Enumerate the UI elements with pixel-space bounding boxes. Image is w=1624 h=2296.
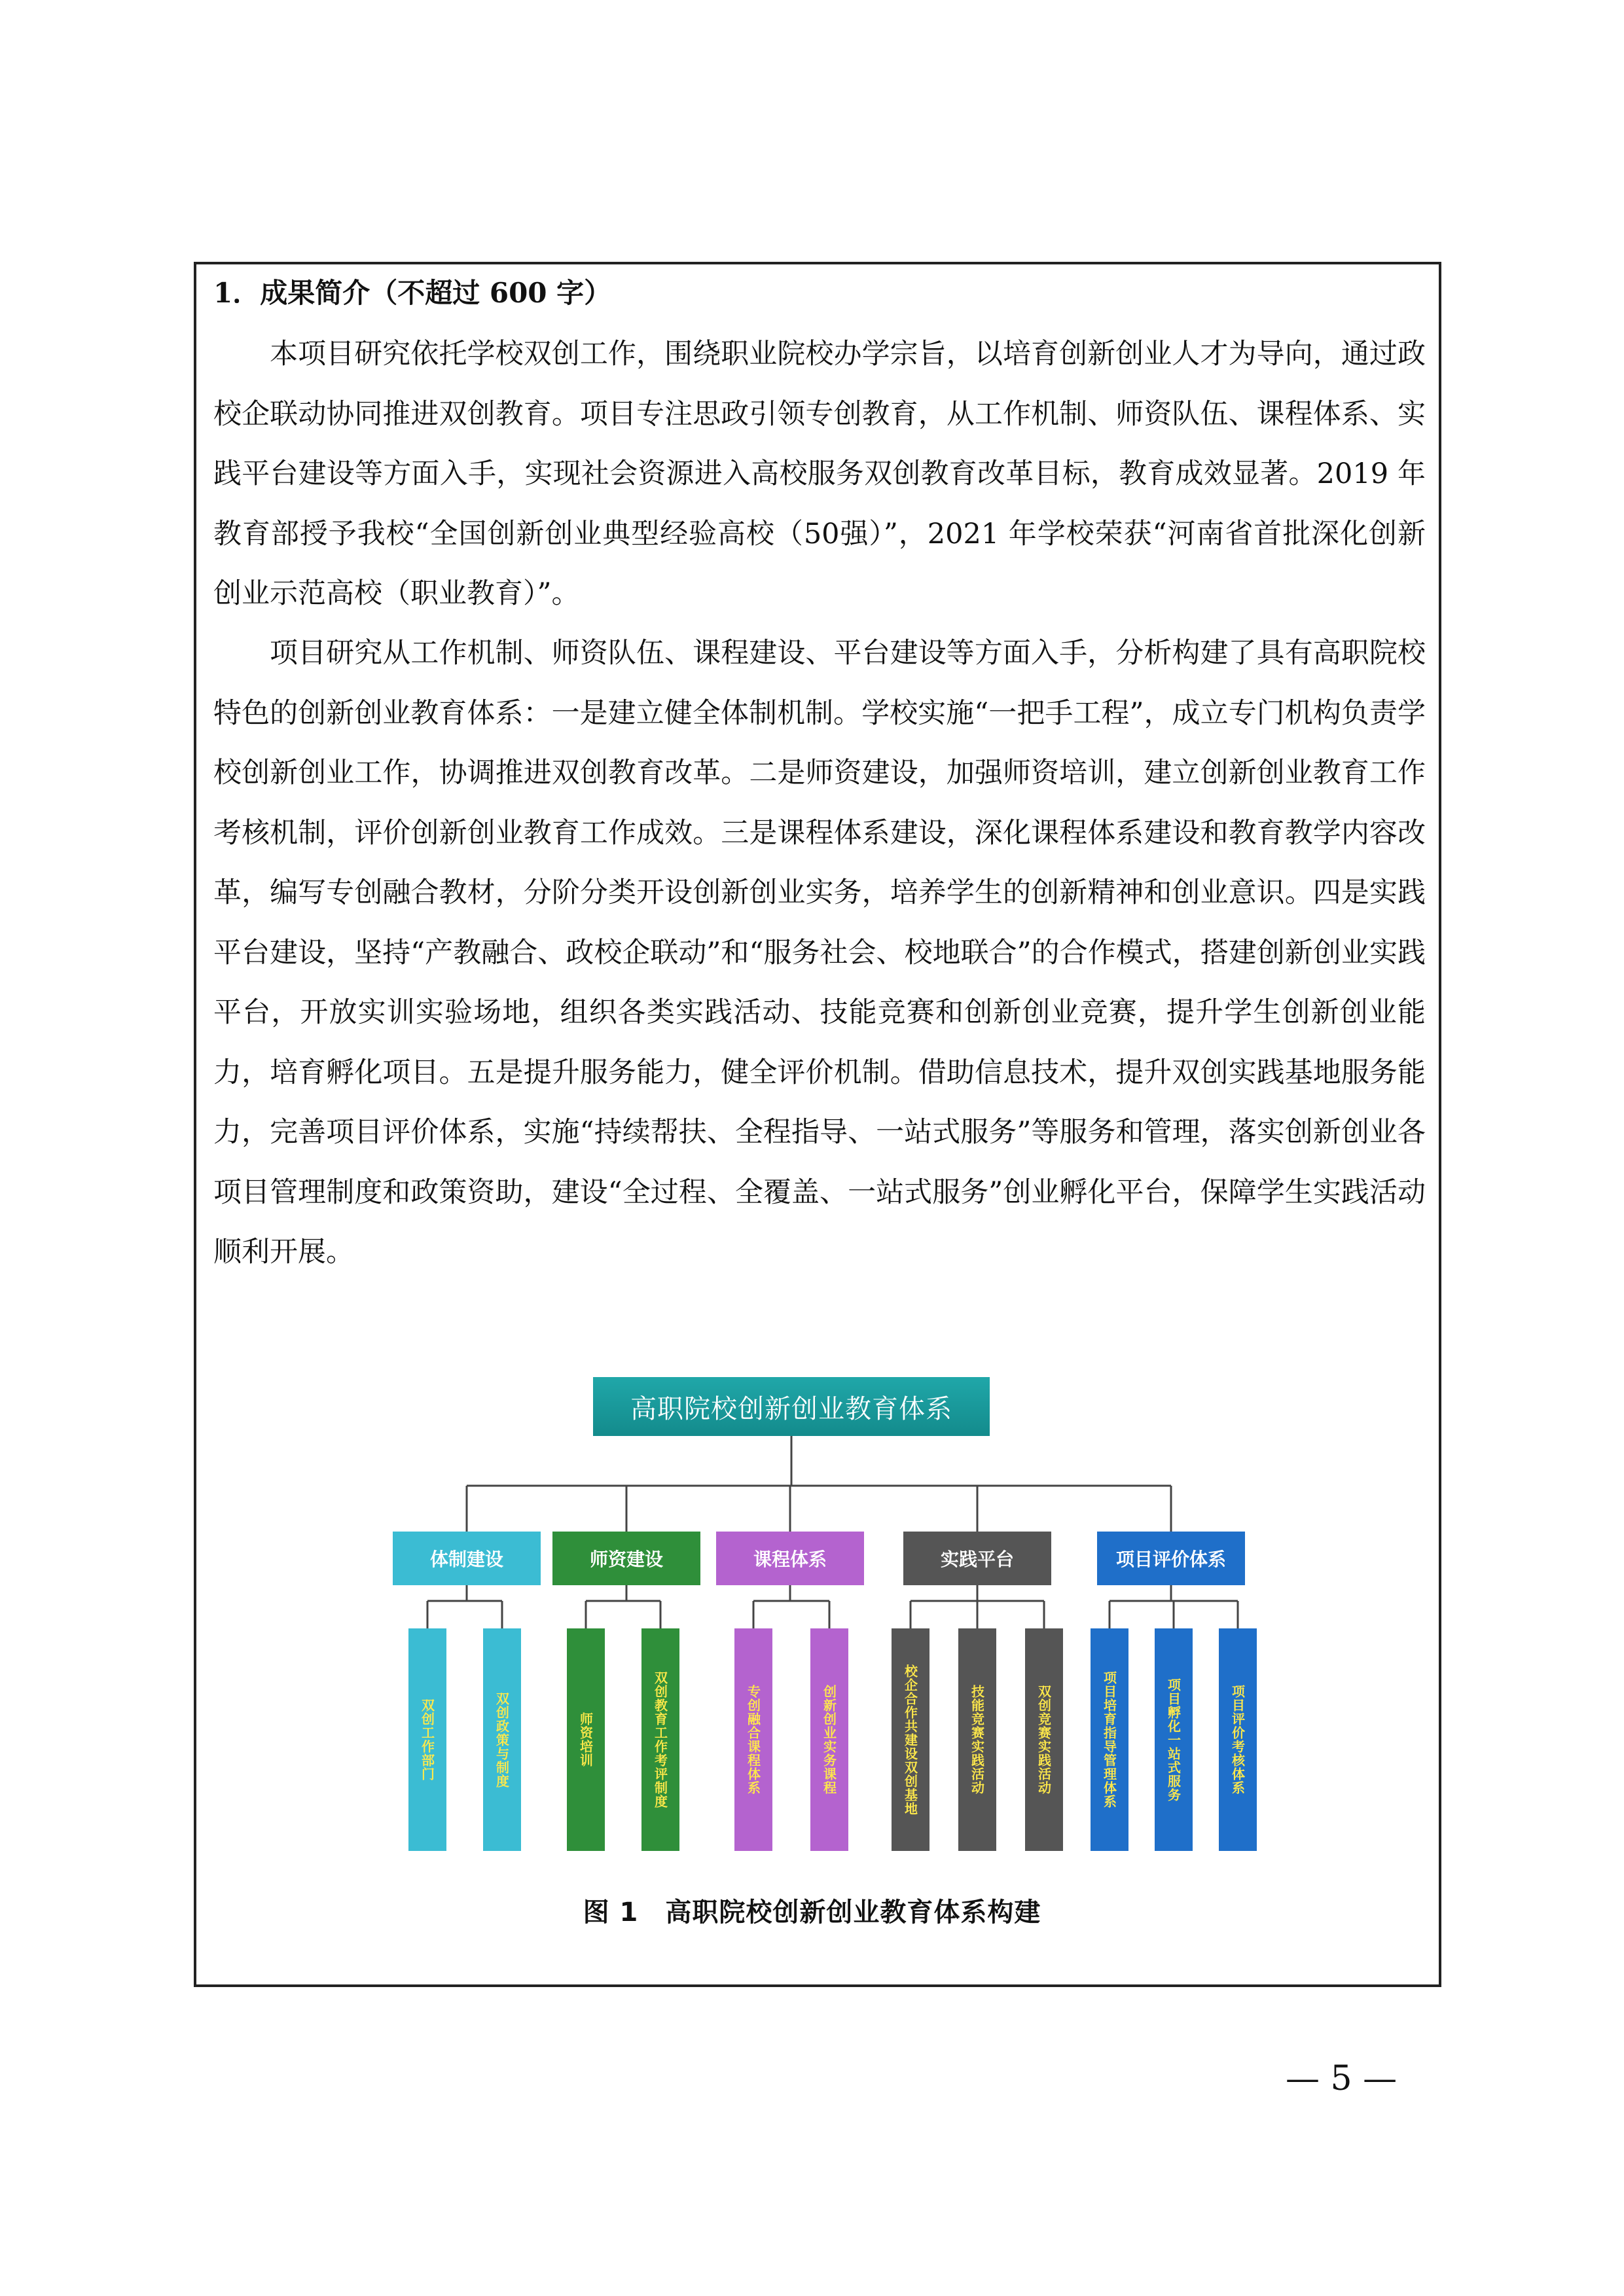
category-curriculum: 课程体系 bbox=[716, 1532, 864, 1585]
leaf-node: 项目孵化一站式服务 bbox=[1155, 1628, 1193, 1851]
leaf-node: 技能竞赛实践活动 bbox=[958, 1628, 996, 1851]
org-chart-figure bbox=[380, 1361, 1270, 1872]
leaf-node: 创新创业实务课程 bbox=[810, 1628, 848, 1851]
leaf-node: 双创教育工作考评制度 bbox=[641, 1628, 679, 1851]
category-practice-platform: 实践平台 bbox=[903, 1532, 1051, 1585]
chart-root: 高职院校创新创业教育体系 bbox=[593, 1377, 990, 1436]
category-institution: 体制建设 bbox=[393, 1532, 541, 1585]
page-number: — 5 — bbox=[1286, 2059, 1398, 2098]
leaf-node: 双创工作部门 bbox=[408, 1628, 446, 1851]
category-faculty: 师资建设 bbox=[552, 1532, 700, 1585]
leaf-node: 师资培训 bbox=[567, 1628, 605, 1851]
section-heading: 1．成果简介（不超过 600 字） bbox=[213, 277, 612, 309]
figure-caption: 图 1 高职院校创新创业教育体系构建 bbox=[583, 1897, 1041, 1928]
leaf-node: 双创竞赛实践活动 bbox=[1025, 1628, 1063, 1851]
paragraph-intro: 本项目研究依托学校双创工作，围绕职业院校办学宗旨，以培育创新创业人才为导向，通过政校企联动协同推进双创教育。项目专注思政引领专创教育，从工作机制、师资队伍、课程体系、实践平台建设等方面入手，实现社会资源进入高校服务双创教育改革目标，教育成效显著。2019 年教育部授予我校“全国创新创业典型经验高校（50强）”，2021 年学校荣获“河南省首批深化创新创业示范高校（职业教育）”。 bbox=[213, 338, 1426, 610]
leaf-node: 校企合作共建设双创基地 bbox=[892, 1628, 929, 1851]
leaf-node: 专创融合课程体系 bbox=[734, 1628, 772, 1851]
leaf-node: 项目评价考核体系 bbox=[1219, 1628, 1257, 1851]
leaf-node: 双创政策与制度 bbox=[483, 1628, 521, 1851]
category-project-evaluation: 项目评价体系 bbox=[1097, 1532, 1245, 1585]
paragraph-system: 项目研究从工作机制、师资队伍、课程建设、平台建设等方面入手，分析构建了具有高职院校特色的创新创业教育体系：一是建立健全体制机制。学校实施“一把手工程”，成立专门机构负责学校创新创业工作，协调推进双创教育改革。二是师资建设，加强师资培训，建立创新创业教育工作考核机制，评价创新创业教育工作成效。三是课程体系建设，深化课程体系建设和教育教学内容改革，编写专创融合教材，分阶分类开设创新创业实务，培养学生的创新精神和创业意识。四是实践平台建设，坚持“产教融合、政校企联动”和“服务社会、校地联合”的合作模式，搭建创新创业实践平台，开放实训实验场地，组织各类实践活动、技能竞赛和创新创业竞赛，提升学生创新创业能力，培育孵化项目。五是提升服务能力，健全评价机制。借助信息技术，提升双创实践基地服务能力，完善项目评价体系，实施“持续帮扶、全程指导、一站式服务”等服务和管理，落实创新创业各项目管理制度和政策资助，建设“全过程、全覆盖、一站式服务”创业孵化平台，保障学生实践活动顺利开展。 bbox=[213, 637, 1426, 1268]
leaf-node: 项目培育指导管理体系 bbox=[1091, 1628, 1128, 1851]
